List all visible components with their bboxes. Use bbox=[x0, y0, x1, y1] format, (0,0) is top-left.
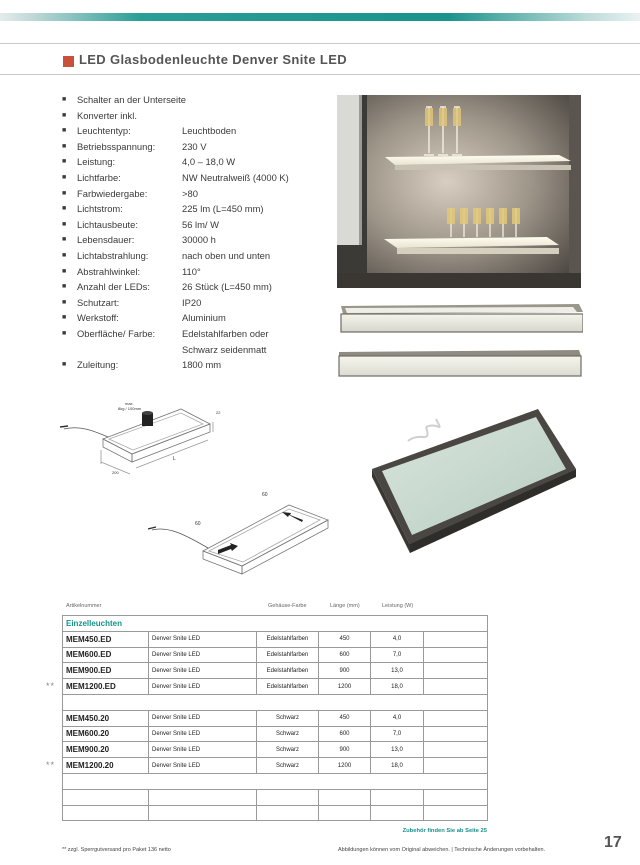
empty-cell bbox=[424, 805, 488, 821]
table-row bbox=[63, 726, 488, 742]
spec-label: Schalter an der Unterseite bbox=[77, 94, 186, 105]
empty-cell bbox=[424, 710, 488, 726]
spec-label: Zuleitung: bbox=[77, 359, 119, 371]
bullet-icon: ■ bbox=[62, 361, 67, 369]
article-code: MEM1200.20 bbox=[63, 758, 149, 774]
table-row bbox=[63, 631, 488, 647]
section-title: Einzelleuchten bbox=[63, 616, 488, 632]
col-header-housing: Gehäuse-Farbe bbox=[268, 603, 307, 609]
empty-cell bbox=[424, 631, 488, 647]
article-code: MEM900.20 bbox=[63, 742, 149, 758]
bullet-icon: ■ bbox=[62, 314, 67, 322]
table-row bbox=[63, 758, 488, 774]
empty-cell bbox=[149, 789, 257, 805]
dimension-drawing bbox=[60, 392, 240, 488]
empty-cell bbox=[424, 679, 488, 695]
empty-cell bbox=[319, 789, 371, 805]
page-number: 17 bbox=[604, 834, 622, 851]
housing-color: Schwarz bbox=[257, 710, 319, 726]
star-marker: ** bbox=[46, 759, 56, 770]
housing-color: Schwarz bbox=[257, 742, 319, 758]
table-row-empty bbox=[63, 773, 488, 789]
spec-value: NW Neutralweiß (4000 K) bbox=[182, 172, 289, 183]
bullet-icon: ■ bbox=[62, 205, 67, 213]
power-value: 13,0 bbox=[371, 663, 424, 679]
spec-label: Oberfläche/ Farbe: bbox=[77, 328, 156, 339]
title-marker bbox=[63, 56, 74, 67]
page-title: LED Glasbodenleuchte Denver Snite LED bbox=[79, 52, 347, 67]
spec-label: Lichtausbeute: bbox=[77, 218, 138, 230]
star-marker: ** bbox=[46, 680, 56, 691]
empty-cell bbox=[424, 647, 488, 663]
power-value: 4,0 bbox=[371, 631, 424, 647]
bullet-icon: ■ bbox=[62, 174, 67, 181]
table-row bbox=[63, 679, 488, 695]
bullet-icon: ■ bbox=[62, 111, 67, 119]
spec-label: Konverter inkl. bbox=[77, 109, 137, 121]
spec-value: 225 lm (L=450 mm) bbox=[182, 203, 264, 215]
empty-cell bbox=[257, 805, 319, 821]
bullet-icon: ■ bbox=[62, 158, 67, 166]
empty-cell bbox=[149, 805, 257, 821]
accessories-note: Zubehör finden Sie ab Seite 25 bbox=[402, 828, 487, 834]
table-row-empty bbox=[63, 805, 488, 821]
spec-label: Lichtabstrahlung: bbox=[77, 250, 149, 261]
height-dimension: 22 bbox=[216, 410, 221, 415]
spec-label: Farbwiedergabe: bbox=[77, 187, 148, 199]
housing-color: Schwarz bbox=[257, 726, 319, 742]
table-row bbox=[63, 647, 488, 663]
power-value: 7,0 bbox=[371, 726, 424, 742]
article-code: MEM600.ED bbox=[63, 647, 149, 663]
product-photo-shelf-angled bbox=[335, 344, 583, 378]
spec-value: 56 lm/ W bbox=[182, 218, 219, 230]
length-value: 1200 bbox=[319, 758, 371, 774]
spec-value: 4,0 – 18,0 W bbox=[182, 156, 236, 168]
bullet-icon: ■ bbox=[62, 96, 67, 103]
col-header-power: Leistung (W) bbox=[382, 603, 414, 609]
product-name: Denver Snite LED bbox=[149, 679, 257, 695]
spec-label: Lichtstrom: bbox=[77, 203, 123, 215]
housing-color: Edelstahlfarben bbox=[257, 663, 319, 679]
spec-value: 1800 mm bbox=[182, 359, 222, 371]
product-name: Denver Snite LED bbox=[149, 710, 257, 726]
spec-value: Leuchtboden bbox=[182, 125, 237, 137]
load-label-max: max. bbox=[125, 401, 134, 406]
col-header-length: Länge (mm) bbox=[330, 603, 360, 609]
length-value: 900 bbox=[319, 663, 371, 679]
spec-value: IP20 bbox=[182, 296, 202, 308]
table-row bbox=[63, 710, 488, 726]
disclaimer: Abbildungen können vom Original abweichen. | Technische Änderungen vorbehalten. bbox=[338, 847, 546, 853]
spec-label: Werkstoff: bbox=[77, 312, 119, 324]
spec-label: Leuchtentyp: bbox=[77, 125, 131, 137]
article-code: MEM900.ED bbox=[63, 663, 149, 679]
table-row-empty bbox=[63, 789, 488, 805]
product-name: Denver Snite LED bbox=[149, 663, 257, 679]
empty-cell bbox=[319, 805, 371, 821]
empty-cell bbox=[63, 805, 149, 821]
bullet-icon: ■ bbox=[62, 252, 67, 259]
length-value: 450 bbox=[319, 710, 371, 726]
spec-value: 110° bbox=[182, 265, 201, 277]
spec-value: Edelstahlfarben oder bbox=[182, 328, 269, 339]
length-value: 450 bbox=[319, 631, 371, 647]
product-photo-angled bbox=[368, 405, 580, 557]
power-value: 4,0 bbox=[371, 710, 424, 726]
length-value: 900 bbox=[319, 742, 371, 758]
housing-color: Edelstahlfarben bbox=[257, 647, 319, 663]
bullet-icon: ■ bbox=[62, 330, 67, 337]
empty-cell bbox=[424, 789, 488, 805]
product-photo-room bbox=[337, 95, 581, 288]
spec-label: Betriebsspannung: bbox=[77, 140, 156, 152]
power-value: 7,0 bbox=[371, 647, 424, 663]
product-photo-shelf-front bbox=[335, 300, 583, 334]
length-value: 1200 bbox=[319, 679, 371, 695]
power-value: 18,0 bbox=[371, 679, 424, 695]
empty-cell bbox=[424, 726, 488, 742]
depth-dimension: 200 bbox=[112, 470, 119, 475]
empty-cell bbox=[63, 694, 488, 710]
housing-color: Edelstahlfarben bbox=[257, 631, 319, 647]
bullet-icon: ■ bbox=[62, 220, 67, 228]
spec-value: 26 Stück (L=450 mm) bbox=[182, 281, 272, 293]
power-value: 18,0 bbox=[371, 758, 424, 774]
empty-cell bbox=[371, 789, 424, 805]
table-section-row bbox=[63, 616, 488, 632]
empty-cell bbox=[63, 773, 488, 789]
spec-value: Schwarz seidenmatt bbox=[182, 343, 267, 355]
bullet-icon: ■ bbox=[62, 298, 67, 306]
spec-value: 30000 h bbox=[182, 234, 216, 246]
spec-label: Lichtfarbe: bbox=[77, 172, 121, 183]
svg-text:60: 60 bbox=[262, 492, 268, 498]
header-rule-bottom bbox=[0, 74, 640, 75]
svg-text:60: 60 bbox=[195, 521, 201, 527]
product-name: Denver Snite LED bbox=[149, 631, 257, 647]
load-label-weight: 8kg / 100mm bbox=[118, 406, 142, 411]
spec-label: Leistung: bbox=[77, 156, 116, 168]
spec-value: Aluminium bbox=[182, 312, 226, 324]
empty-cell bbox=[424, 742, 488, 758]
spec-value: nach oben und unten bbox=[182, 250, 271, 261]
product-table bbox=[62, 615, 488, 821]
bullet-icon: ■ bbox=[62, 283, 67, 291]
article-code: MEM450.ED bbox=[63, 631, 149, 647]
spec-label: Schutzart: bbox=[77, 296, 120, 308]
length-value: 600 bbox=[319, 726, 371, 742]
length-dimension: L bbox=[173, 456, 176, 462]
shipping-note: ** zzgl. Sperrgutversand pro Paket 136 netto bbox=[62, 847, 171, 853]
empty-cell bbox=[371, 805, 424, 821]
bullet-icon: ■ bbox=[62, 142, 67, 150]
spec-value: >80 bbox=[182, 187, 198, 199]
product-name: Denver Snite LED bbox=[149, 742, 257, 758]
installation-drawing bbox=[148, 488, 338, 580]
spec-value: 230 V bbox=[182, 140, 207, 152]
housing-color: Schwarz bbox=[257, 758, 319, 774]
empty-cell bbox=[63, 789, 149, 805]
spec-label: Anzahl der LEDs: bbox=[77, 281, 150, 293]
table-row-empty bbox=[63, 694, 488, 710]
bullet-icon: ■ bbox=[62, 189, 67, 197]
product-name: Denver Snite LED bbox=[149, 758, 257, 774]
article-code: MEM600.20 bbox=[63, 726, 149, 742]
empty-cell bbox=[424, 758, 488, 774]
table-row bbox=[63, 663, 488, 679]
header-accent-bar bbox=[0, 13, 640, 21]
article-code: MEM1200.ED bbox=[63, 679, 149, 695]
bullet-icon: ■ bbox=[62, 127, 67, 135]
product-name: Denver Snite LED bbox=[149, 647, 257, 663]
spec-label: Abstrahlwinkel: bbox=[77, 265, 141, 277]
col-header-article: Artikelnummer bbox=[66, 603, 102, 609]
power-value: 13,0 bbox=[371, 742, 424, 758]
bullet-icon: ■ bbox=[62, 236, 67, 244]
product-name: Denver Snite LED bbox=[149, 726, 257, 742]
housing-color: Edelstahlfarben bbox=[257, 679, 319, 695]
length-value: 600 bbox=[319, 647, 371, 663]
header-rule-top bbox=[0, 43, 640, 44]
table-row bbox=[63, 742, 488, 758]
bullet-icon: ■ bbox=[62, 267, 67, 275]
empty-cell bbox=[257, 789, 319, 805]
spec-label: Lebensdauer: bbox=[77, 234, 135, 246]
empty-cell bbox=[424, 663, 488, 679]
article-code: MEM450.20 bbox=[63, 710, 149, 726]
